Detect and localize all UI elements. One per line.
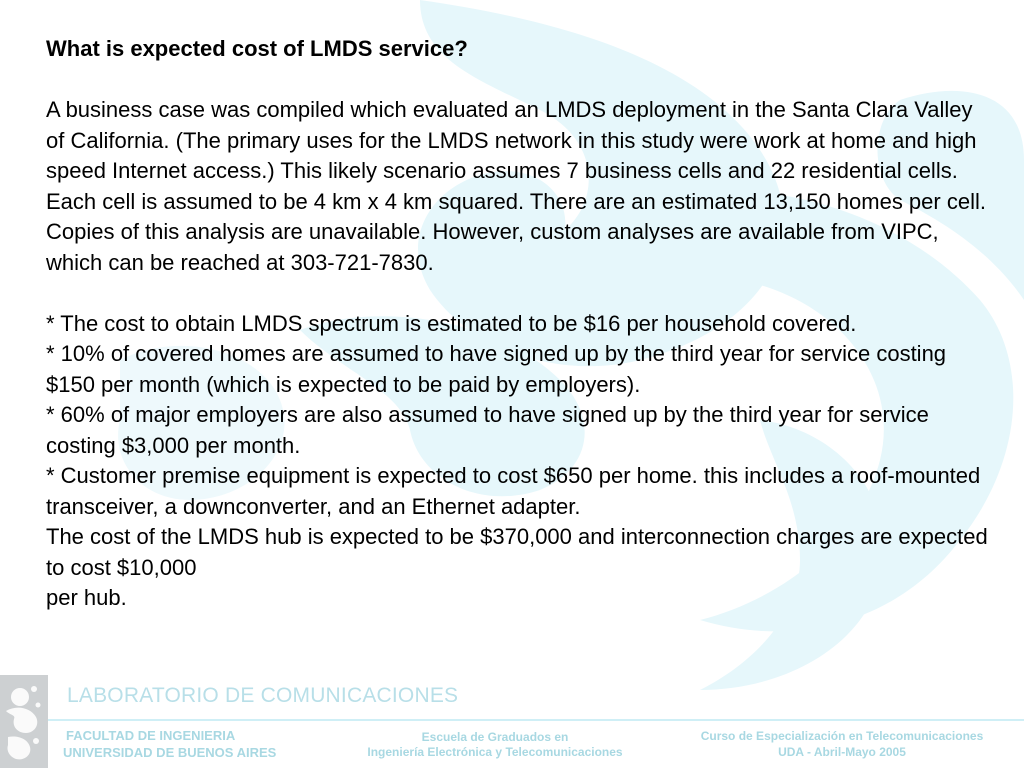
- bullet-item: * The cost to obtain LMDS spectrum is estimated to be $16 per household covered.: [46, 310, 857, 336]
- school-line-1: Escuela de Graduados en: [421, 730, 569, 744]
- course-block: [662, 728, 1022, 760]
- university-logo: [0, 675, 48, 768]
- intro-paragraph: A business case was compiled which evaluated an LMDS deployment in the Santa Clara Valley of California. (The primary uses for the LMDS network in this study were work at home and high speed Internet access.) This likely scenario assumes 7 business cells and 22 residential cells. Each cell is assumed to be 4 km x 4 km squared. There are an estimated 13,150 homes per cell. Copies of this analysis are unavailable. However, custom analyses are available from VIPC, which can be reached at 303-721-7830.: [46, 97, 993, 275]
- faculty-name: FACULTAD DE INGENIERIA: [66, 728, 236, 743]
- bullet-item: * 10% of covered homes are assumed to have signed up by the third year for service costing $150 per month (which is expected to be paid by employers).: [46, 341, 953, 397]
- lab-name: LABORATORIO DE COMUNICACIONES: [67, 684, 459, 707]
- closing-text: The cost of the LMDS hub is expected to be $370,000 and interconnection charges are expected to cost $10,000: [46, 524, 994, 580]
- footer-divider: [48, 719, 1024, 721]
- course-line-1: Curso de Especialización en Telecomunicaciones: [700, 729, 984, 743]
- emblem-icon: [0, 675, 48, 768]
- bullet-item: * Customer premise equipment is expected to cost $650 per home. this includes a roof-mounted transceiver, a downconverter, and an Ethernet adapter.: [46, 463, 987, 519]
- university-name: UNIVERSIDAD DE BUENOS AIRES: [63, 745, 277, 760]
- slide-body: [46, 34, 996, 614]
- school-block: [330, 730, 660, 760]
- faculty-block: [63, 727, 303, 761]
- spacer: [46, 65, 996, 96]
- slide-title: What is expected cost of LMDS service?: [46, 36, 468, 61]
- closing-text-end: per hub.: [46, 585, 127, 610]
- school-line-2: Ingeniería Electrónica y Telecomunicaciones: [367, 745, 623, 759]
- course-line-2: UDA - Abril-Mayo 2005: [778, 745, 906, 759]
- bullet-item: * 60% of major employers are also assumed to have signed up by the third year for service costing $3,000 per month.: [46, 402, 936, 458]
- spacer: [46, 278, 996, 309]
